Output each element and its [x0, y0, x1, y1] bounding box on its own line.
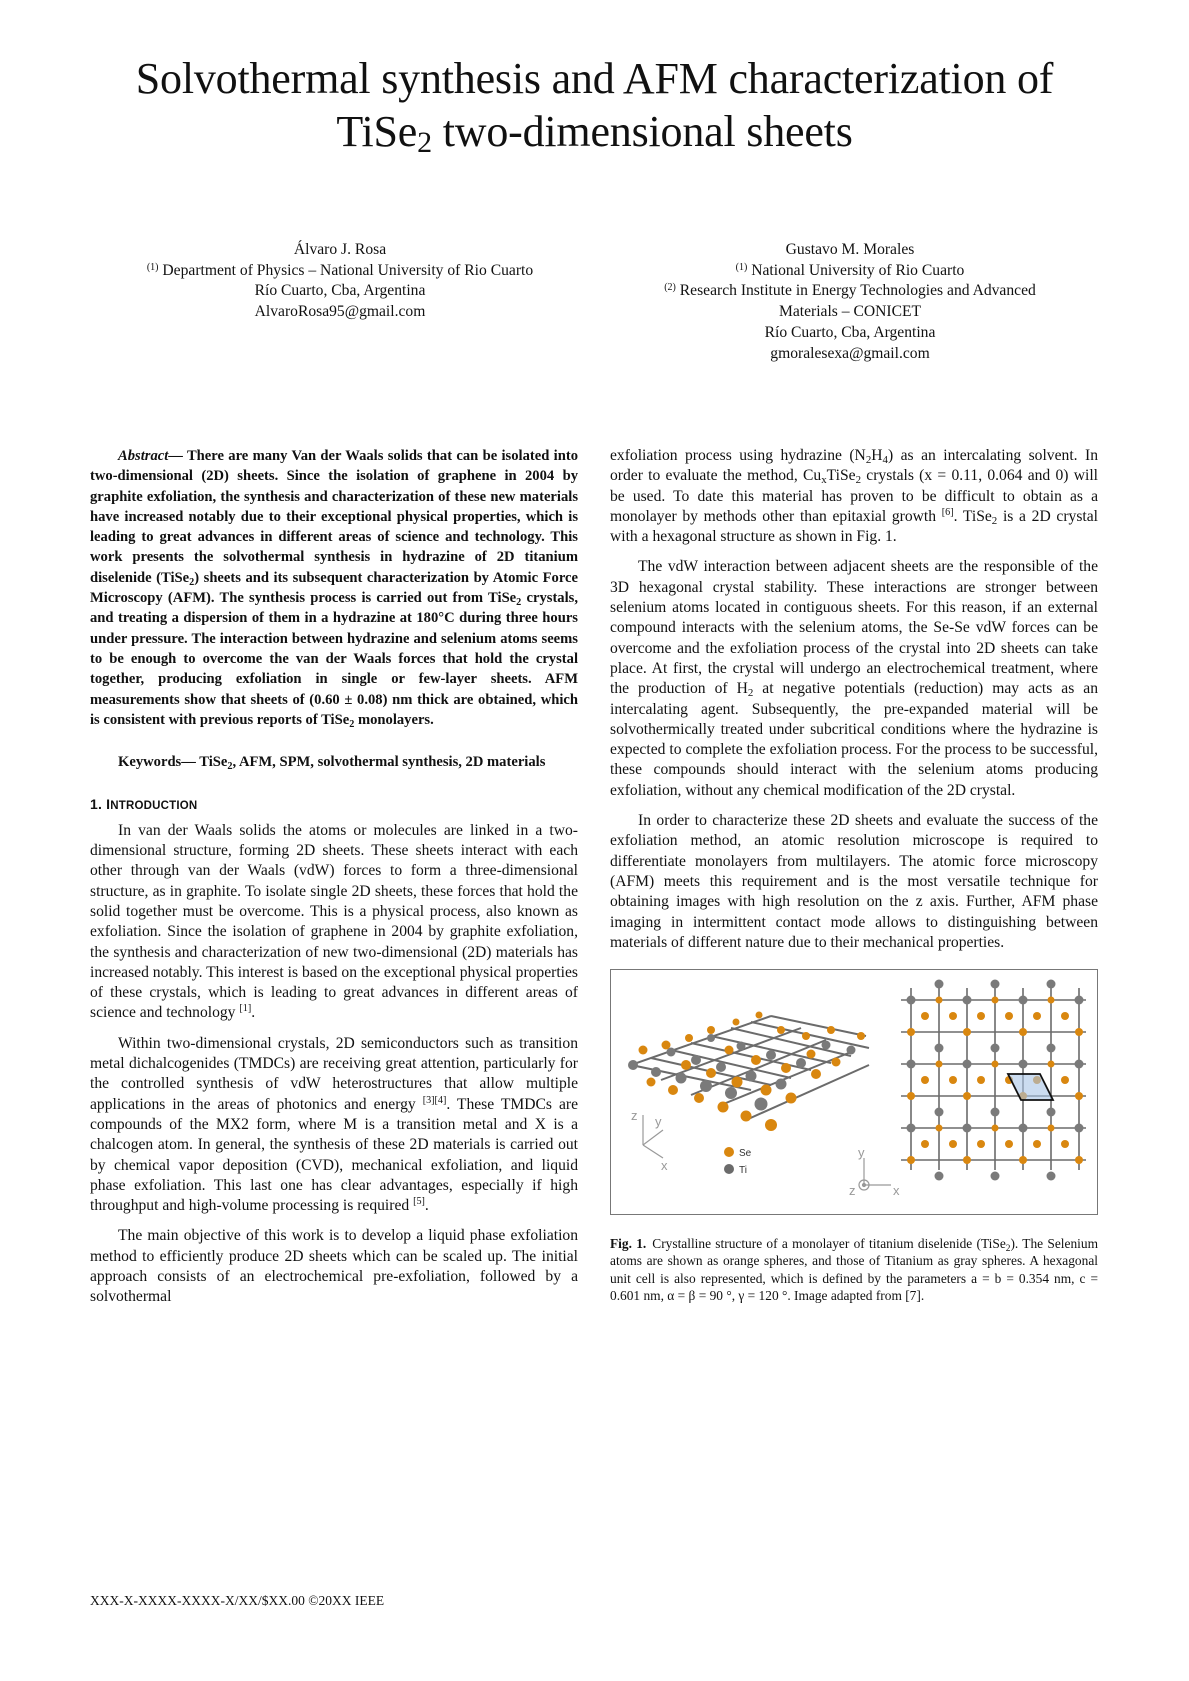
- left-column: [90, 446, 578, 1308]
- intro-paragraph-4: The vdW interaction between adjacent sheets are the responsible of the 3D hexagonal crystal stability. These interactions are stronger between selenium atoms located in contiguous sheets. For this reason, if an external compound interacts with the selenium atoms, the Se-Se vdW forces can be overcome and the exfoliation process of the crystal into 2D sheets can take place. At first, the crystal will undergo an electrochemical treatment, where the production of $H_2$ at negative potentials (reduction) may acts as an intercalating agent. Subsequently, the pre-expanded material will be solvothermically treated under subcritical conditions where the hydrazine is expected to complete the exfoliation process. For the process to be successful, these compounds should interact with the selenium atoms producing exfoliation, without any chemical modification of the 2D crystal.: [610, 558, 1098, 799]
- intro-paragraph-5: In order to characterize these 2D sheets and evaluate the success of the exfoliation method, an atomic resolution microscope is required to differentiate monolayers from multilayers. The atomic force microscopy (AFM) meets this requirement and is the most versatile technique for obtaining images with high resolution on the z axis. Further, AFM phase imaging in intermittent contact mode allows to distinguishing between materials of different nature due to their mechanical properties.: [610, 812, 1098, 951]
- intro-paragraph-3: The main objective of this work is to develop a liquid phase exfoliation method to efficiently produce 2D sheets which can be scaled up. The initial approach consists of an electrochemical pre-exfoliation, followed by a solvothermal: [90, 1227, 578, 1306]
- author-block-1: [95, 240, 585, 323]
- author-email[interactable]: gmoralesexa@gmail.com: [770, 344, 930, 362]
- svg-text:y: y: [858, 1145, 865, 1161]
- author-location: Río Cuarto, Cba, Argentina: [254, 282, 426, 300]
- legend-ti-swatch: [724, 1164, 734, 1174]
- figure-1-image: [610, 969, 1098, 1215]
- axes-icon-right: [859, 1158, 891, 1190]
- svg-text:y: y: [655, 1114, 662, 1130]
- copyright-footer: XXX-X-XXXX-XXXX-X/XX/$XX.00 ©20XX IEEE: [90, 1593, 385, 1608]
- citation[interactable]: [3][4]: [422, 1094, 447, 1106]
- figure-label: Fig. 1.: [610, 1236, 647, 1252]
- title-line-1: Solvothermal synthesis and AFM characterization of: [135, 54, 1054, 103]
- citation[interactable]: [5]: [413, 1196, 425, 1208]
- svg-text:x: x: [661, 1158, 668, 1174]
- intro-paragraph-3-continued: exfoliation process using hydrazine $(N_2H_4)$ as an intercalating solvent. In order to evaluate the method, $Cu_xTiSe_2$ crystals (x = 0.11, 0.064 and 0) will be used. To date this material has proven to be difficult to obtain as a monolayer by methods other than epitaxial growth [6]. TiSe$_2$ is a 2D crystal with a hexagonal structure as shown in Fig. 1.: [610, 447, 1098, 546]
- author-affiliation: $^{(1)}$ Department of Physics – National University of Rio Cuarto: [146, 261, 534, 279]
- abstract: Abstract— There are many Van der Waals solids that can be isolated into two-dimensional (2D) sheets. Since the isolation of graphene in 2004 by graphite exfoliation, the synthesis and characterization of these new materials have increased notably due to their exceptional physical properties, which is leading to great advances in different areas of science and technology. This work presents the solvothermal synthesis in hydrazine of 2D titanium diselenide (TiSe$_2$) sheets and its subsequent characterization by Atomic Force Microscopy (AFM). The synthesis process is carried out from TiSe$_2$ crystals, and treating a dispersion of them in a hydrazine at 180°C during three hours under pressure. The interaction between hydrazine and selenium atoms seems to be enough to overcome the van der Waals forces that hold the crystal together, producing exfoliation in single or few-layer sheets. AFM measurements show that sheets of (0.60 ± 0.08) nm thick are obtained, which is consistent with previous reports of TiSe$_2$ monolayers.: [90, 448, 578, 730]
- figure-1-caption: Fig. 1. Crystalline structure of a monolayer of titanium diselenide (TiSe$_2$). The Selenium atoms are shown as orange spheres, and those of Titanium as gray spheres. A hexagonal unit cell is also represented, which is defined by the parameters a = b = 0.354 nm, c = 0.601 nm, α = β = 90 °, γ = 120 °. Image adapted from [7].: [610, 1236, 1098, 1303]
- author-affiliation: $^{(1)}$ National University of Rio Cuarto: [735, 261, 965, 279]
- author-name: Álvaro J. Rosa: [293, 241, 387, 258]
- svg-text:z: z: [631, 1108, 638, 1124]
- author-affiliation-cont: Materials – CONICET: [778, 303, 922, 321]
- title-line-2: TiSe$_2$ two-dimensional sheets: [336, 107, 853, 159]
- author-location: Río Cuarto, Cba, Argentina: [764, 323, 936, 341]
- svg-text:z: z: [849, 1183, 856, 1199]
- author-affiliation: $^{(2)}$ Research Institute in Energy Technologies and Advanced: [664, 282, 1036, 300]
- right-column: [610, 446, 1098, 1304]
- section-heading-introduction: 1. INTRODUCTION: [90, 796, 198, 813]
- crystal-structure-illustration: [611, 970, 1097, 1214]
- intro-paragraph-2: Within two-dimensional crystals, 2D semiconductors such as transition metal dichalcogenides (TMDCs) are receiving great attention, particularly for the controlled synthesis of vdW heterostructures that allow multiple applications in the areas of photonics and energy [3][4]. These TMDCs are compounds of the MX2 form, where M is a transition metal and X is a chalcogen atom. In general, the synthesis of these 2D materials is carried out by chemical vapor deposition (CVD), mechanical exfoliation, and liquid phase exfoliation. This last one has clear advantages, especially if high throughput and high-volume processing is required [5].: [90, 1034, 578, 1215]
- author-name: Gustavo M. Morales: [785, 241, 915, 258]
- svg-text:x: x: [893, 1183, 900, 1199]
- author-block-2: [605, 240, 1095, 364]
- legend-se-label: Se: [739, 1148, 752, 1160]
- intro-paragraph-1: In van der Waals solids the atoms or molecules are linked in a two-dimensional structure, forming 2D sheets. These sheets interact with each other through van der Waals (vdW) forces to form a three-dimensional structure, as in graphite. To isolate single 2D sheets, these forces that hold the solid together must be overcome. This is a physical process, also known as exfoliation. Since the isolation of graphene in 2004 by graphite exfoliation, the synthesis and characterization of new two-dimensional (2D) materials has increased notably. This interest is based on the exceptional physical properties of these crystals, which is leading to great advances in different areas of science and technology [1].: [90, 821, 578, 1022]
- paper-title: [0, 52, 1189, 158]
- citation[interactable]: [1]: [239, 1003, 252, 1015]
- legend-se-swatch: [724, 1147, 734, 1157]
- citation[interactable]: [6]: [941, 506, 954, 518]
- keywords: Keywords— TiSe$_2$, AFM, SPM, solvothermal synthesis, 2D materials: [118, 754, 546, 773]
- legend-ti-label: Ti: [739, 1165, 747, 1177]
- author-email[interactable]: AlvaroRosa95@gmail.com: [254, 303, 426, 321]
